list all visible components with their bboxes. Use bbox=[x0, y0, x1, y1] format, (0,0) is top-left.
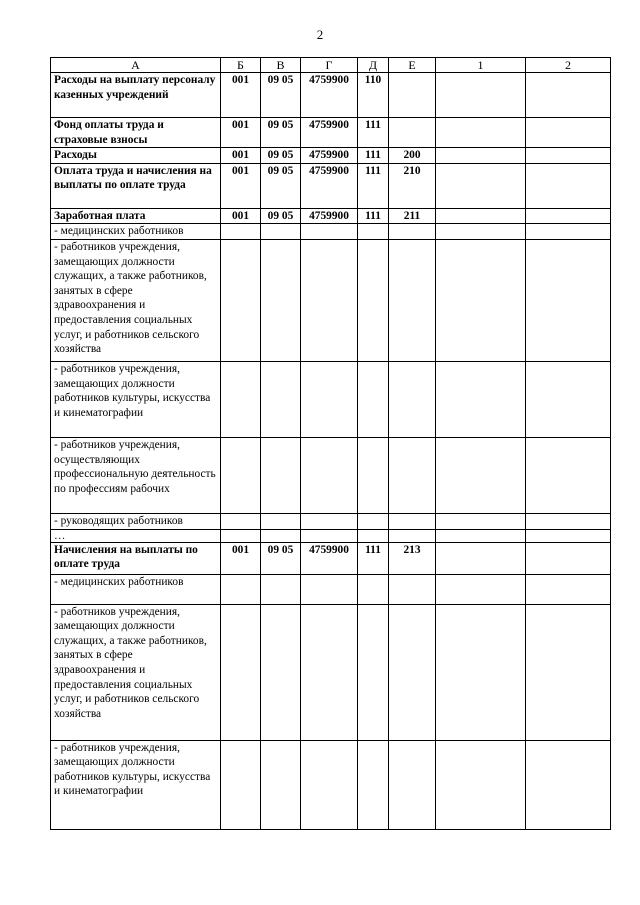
cell-e bbox=[389, 224, 436, 240]
row-label: Расходы на выплату персоналу казенных учреждений bbox=[51, 73, 221, 118]
cell-2 bbox=[526, 118, 611, 148]
cell-1 bbox=[436, 224, 526, 240]
cell-1 bbox=[436, 239, 526, 361]
cell-v: 09 05 bbox=[261, 118, 301, 148]
row-label: - работников учреждения, осуществляющих профессиональную деятельность по профессиям рабочих bbox=[51, 437, 221, 513]
cell-1 bbox=[436, 513, 526, 529]
cell-1 bbox=[436, 740, 526, 829]
header-cell: В bbox=[261, 58, 301, 73]
header-cell: 1 bbox=[436, 58, 526, 73]
page-number: 2 bbox=[316, 27, 324, 42]
table-row bbox=[51, 73, 611, 118]
row-label: Фонд оплаты труда и страховые взносы bbox=[51, 118, 221, 148]
cell-d bbox=[358, 604, 389, 740]
row-label: - руководящих работников bbox=[51, 513, 221, 529]
cell-e bbox=[389, 239, 436, 361]
table-row bbox=[51, 604, 611, 740]
header-cell: Б bbox=[221, 58, 261, 73]
budget-table bbox=[50, 57, 611, 830]
cell-1 bbox=[436, 163, 526, 208]
cell-e: 200 bbox=[389, 148, 436, 164]
header-cell: Е bbox=[389, 58, 436, 73]
cell-b bbox=[221, 574, 261, 604]
row-label: - работников учреждения, замещающих должности служащих, а также работников, занятых в сфере здравоохранения и предоставления социальных услуг, и работников сельского хозяйства bbox=[51, 239, 221, 361]
table-row bbox=[51, 542, 611, 574]
cell-v bbox=[261, 529, 301, 542]
cell-d bbox=[358, 437, 389, 513]
cell-1 bbox=[436, 73, 526, 118]
cell-g: 4759900 bbox=[301, 73, 358, 118]
cell-e bbox=[389, 604, 436, 740]
header-cell: 2 bbox=[526, 58, 611, 73]
cell-e bbox=[389, 437, 436, 513]
cell-2 bbox=[526, 239, 611, 361]
cell-d bbox=[358, 239, 389, 361]
cell-v: 09 05 bbox=[261, 73, 301, 118]
table-row bbox=[51, 437, 611, 513]
cell-e bbox=[389, 529, 436, 542]
cell-v bbox=[261, 574, 301, 604]
cell-b bbox=[221, 740, 261, 829]
table-row bbox=[51, 361, 611, 437]
cell-v bbox=[261, 239, 301, 361]
cell-v: 09 05 bbox=[261, 208, 301, 224]
row-label: - работников учреждения, замещающих должности работников культуры, искусства и кинематографии bbox=[51, 740, 221, 829]
cell-2 bbox=[526, 148, 611, 164]
cell-2 bbox=[526, 740, 611, 829]
cell-1 bbox=[436, 542, 526, 574]
table-row bbox=[51, 529, 611, 542]
cell-b: 001 bbox=[221, 542, 261, 574]
row-label: Заработная плата bbox=[51, 208, 221, 224]
cell-d: 111 bbox=[358, 542, 389, 574]
cell-e bbox=[389, 361, 436, 437]
cell-v bbox=[261, 224, 301, 240]
cell-g bbox=[301, 361, 358, 437]
cell-v: 09 05 bbox=[261, 163, 301, 208]
cell-2 bbox=[526, 437, 611, 513]
row-label: - медицинских работников bbox=[51, 224, 221, 240]
table-row bbox=[51, 513, 611, 529]
cell-d: 111 bbox=[358, 148, 389, 164]
cell-b bbox=[221, 224, 261, 240]
cell-d: 110 bbox=[358, 73, 389, 118]
cell-2 bbox=[526, 163, 611, 208]
cell-2 bbox=[526, 73, 611, 118]
table-row bbox=[51, 163, 611, 208]
cell-1 bbox=[436, 208, 526, 224]
table-row bbox=[51, 208, 611, 224]
row-label: - работников учреждения, замещающих должности служащих, а также работников, занятых в сфере здравоохранения и предоставления социальных услуг, и работников сельского хозяйства bbox=[51, 604, 221, 740]
cell-1 bbox=[436, 604, 526, 740]
cell-e bbox=[389, 118, 436, 148]
cell-2 bbox=[526, 574, 611, 604]
cell-2 bbox=[526, 224, 611, 240]
table-row bbox=[51, 118, 611, 148]
header-cell: Д bbox=[358, 58, 389, 73]
header-cell: Г bbox=[301, 58, 358, 73]
cell-b: 001 bbox=[221, 148, 261, 164]
cell-b: 001 bbox=[221, 73, 261, 118]
table-row bbox=[51, 224, 611, 240]
cell-e: 211 bbox=[389, 208, 436, 224]
cell-g: 4759900 bbox=[301, 208, 358, 224]
cell-d: 111 bbox=[358, 163, 389, 208]
row-label: … bbox=[51, 529, 221, 542]
table-row bbox=[51, 574, 611, 604]
cell-2 bbox=[526, 513, 611, 529]
table-row bbox=[51, 740, 611, 829]
row-label: Начисления на выплаты по оплате труда bbox=[51, 542, 221, 574]
cell-1 bbox=[436, 529, 526, 542]
cell-v: 09 05 bbox=[261, 542, 301, 574]
cell-d bbox=[358, 740, 389, 829]
cell-g bbox=[301, 513, 358, 529]
cell-v: 09 05 bbox=[261, 148, 301, 164]
cell-2 bbox=[526, 529, 611, 542]
cell-1 bbox=[436, 437, 526, 513]
table-row bbox=[51, 239, 611, 361]
cell-b bbox=[221, 239, 261, 361]
cell-g: 4759900 bbox=[301, 148, 358, 164]
cell-1 bbox=[436, 118, 526, 148]
header-cell: А bbox=[51, 58, 221, 73]
cell-g: 4759900 bbox=[301, 118, 358, 148]
cell-1 bbox=[436, 574, 526, 604]
cell-d bbox=[358, 224, 389, 240]
row-label: - медицинских работников bbox=[51, 574, 221, 604]
row-label: Расходы bbox=[51, 148, 221, 164]
cell-1 bbox=[436, 361, 526, 437]
cell-g bbox=[301, 437, 358, 513]
cell-d bbox=[358, 361, 389, 437]
cell-b bbox=[221, 361, 261, 437]
cell-b bbox=[221, 604, 261, 740]
cell-v bbox=[261, 604, 301, 740]
cell-v bbox=[261, 740, 301, 829]
cell-g: 4759900 bbox=[301, 163, 358, 208]
cell-e bbox=[389, 73, 436, 118]
table-row bbox=[51, 148, 611, 164]
cell-v bbox=[261, 437, 301, 513]
cell-d bbox=[358, 574, 389, 604]
cell-g bbox=[301, 574, 358, 604]
cell-b bbox=[221, 437, 261, 513]
header-row bbox=[51, 58, 611, 73]
cell-g bbox=[301, 604, 358, 740]
row-label: - работников учреждения, замещающих должности работников культуры, искусства и кинематографии bbox=[51, 361, 221, 437]
cell-e: 213 bbox=[389, 542, 436, 574]
cell-e bbox=[389, 513, 436, 529]
cell-b: 001 bbox=[221, 208, 261, 224]
cell-2 bbox=[526, 542, 611, 574]
cell-b bbox=[221, 529, 261, 542]
cell-g bbox=[301, 239, 358, 361]
cell-2 bbox=[526, 208, 611, 224]
cell-d: 111 bbox=[358, 118, 389, 148]
cell-2 bbox=[526, 604, 611, 740]
cell-d bbox=[358, 529, 389, 542]
cell-g bbox=[301, 224, 358, 240]
cell-v bbox=[261, 513, 301, 529]
cell-g bbox=[301, 529, 358, 542]
cell-b bbox=[221, 513, 261, 529]
cell-g: 4759900 bbox=[301, 542, 358, 574]
cell-d: 111 bbox=[358, 208, 389, 224]
cell-g bbox=[301, 740, 358, 829]
cell-e bbox=[389, 574, 436, 604]
cell-d bbox=[358, 513, 389, 529]
cell-v bbox=[261, 361, 301, 437]
cell-b: 001 bbox=[221, 163, 261, 208]
row-label: Оплата труда и начисления на выплаты по оплате труда bbox=[51, 163, 221, 208]
cell-1 bbox=[436, 148, 526, 164]
cell-b: 001 bbox=[221, 118, 261, 148]
cell-2 bbox=[526, 361, 611, 437]
cell-e bbox=[389, 740, 436, 829]
cell-e: 210 bbox=[389, 163, 436, 208]
